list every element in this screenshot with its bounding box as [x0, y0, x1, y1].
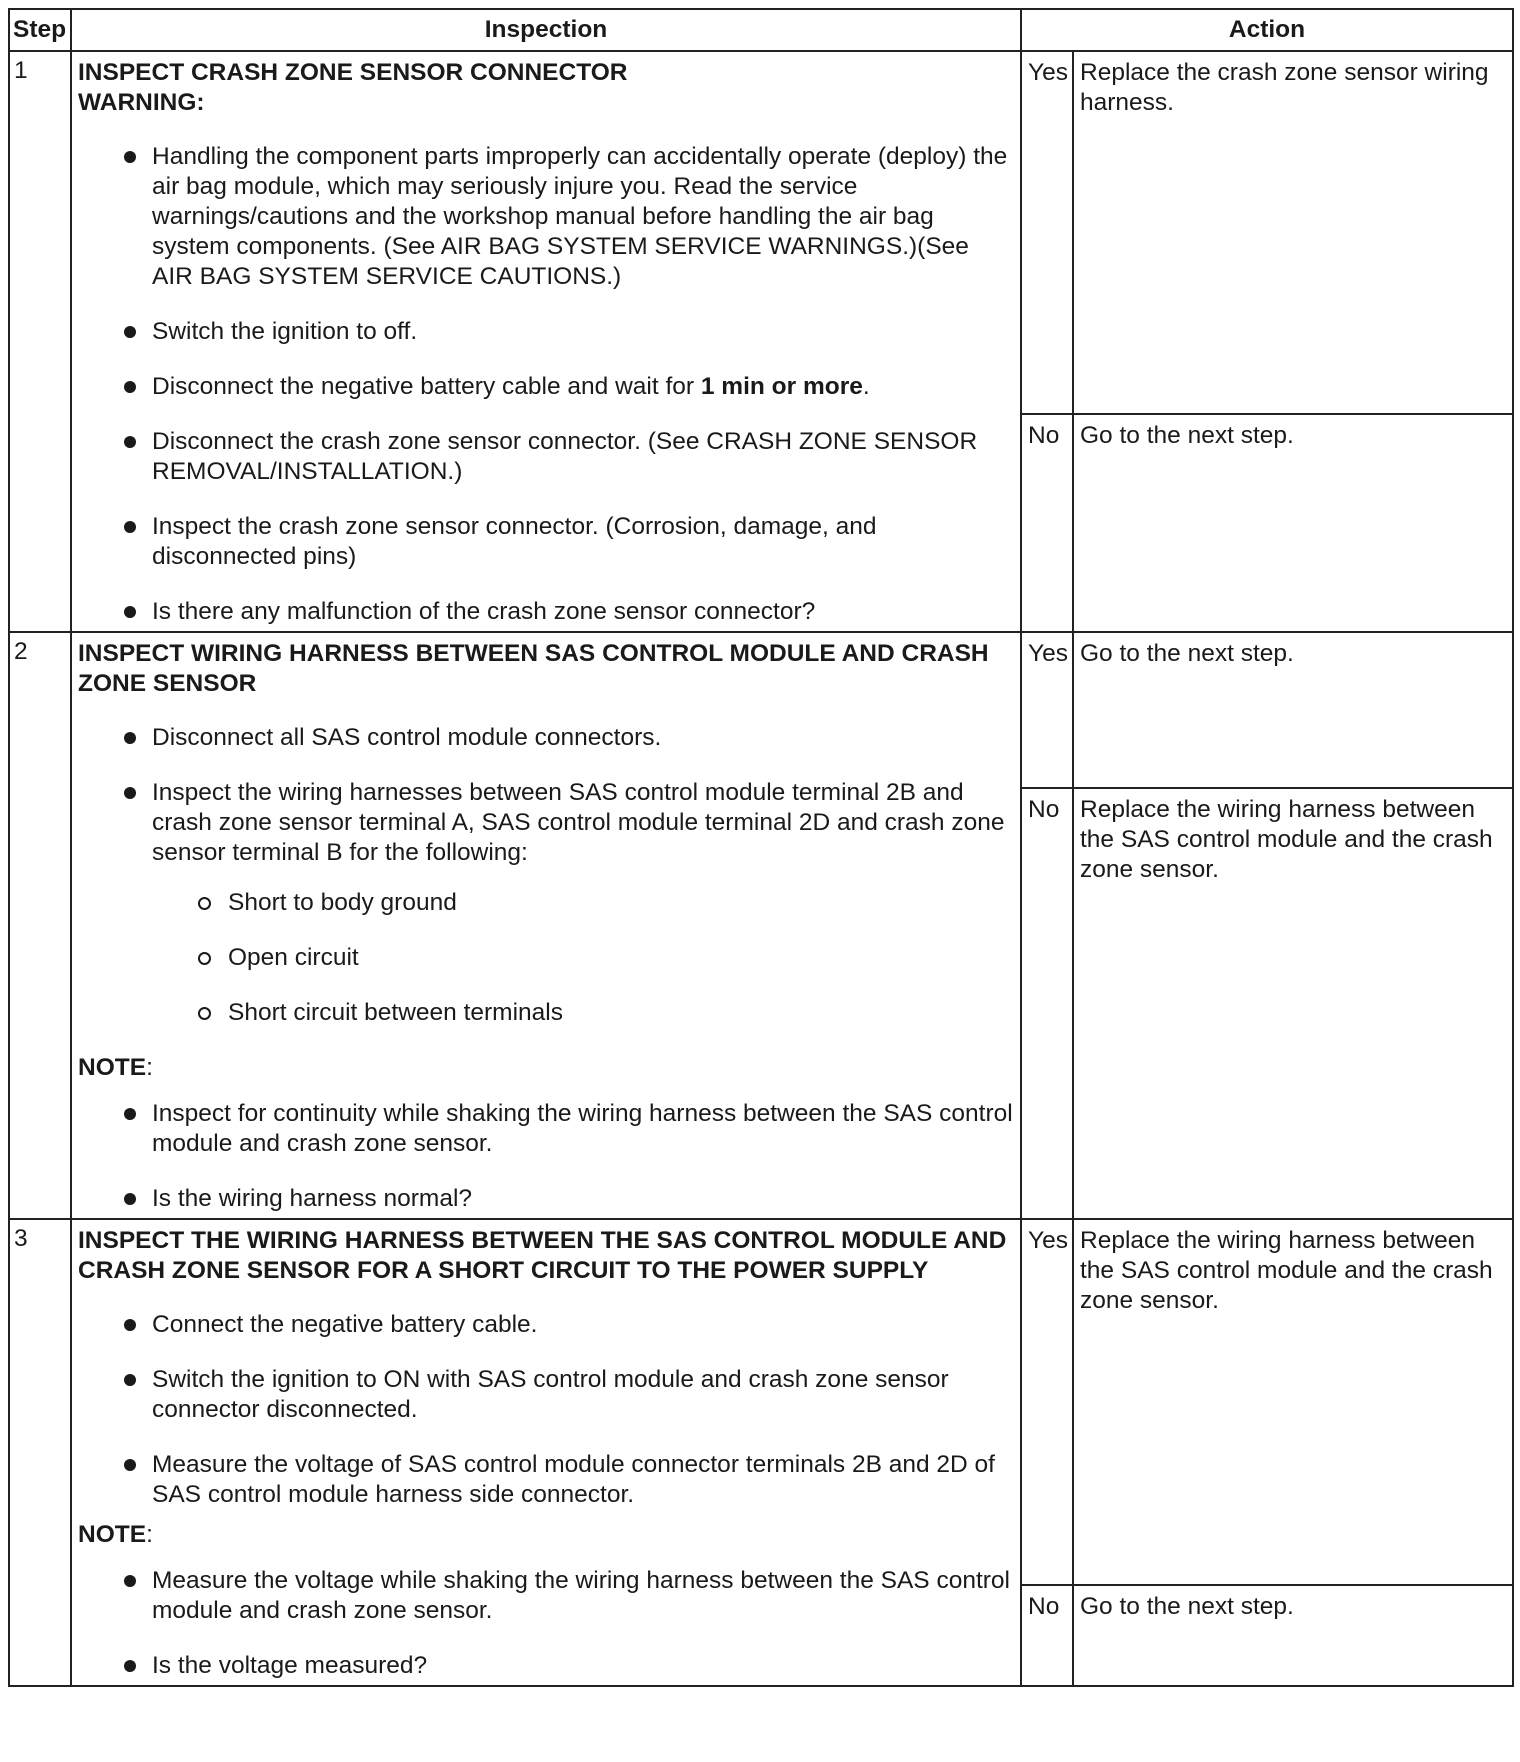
bullet-list	[78, 1310, 1014, 1510]
list-item: Connect the negative battery cable.	[78, 1310, 1014, 1340]
note-label	[78, 1520, 1014, 1550]
yes-label: Yes	[1021, 632, 1073, 788]
no-action: Go to the next step.	[1073, 414, 1513, 632]
note-colon: :	[146, 1054, 153, 1081]
note-bullet-list	[78, 1566, 1014, 1681]
step-3-inspection	[71, 1219, 1021, 1686]
bullet-list	[78, 723, 1014, 1028]
step-2-inspection	[71, 632, 1021, 1219]
no-label: No	[1021, 788, 1073, 1219]
yes-action: Go to the next step.	[1073, 632, 1513, 788]
no-label: No	[1021, 1585, 1073, 1686]
bullet-list	[78, 142, 1014, 627]
note-label-text: NOTE	[78, 1054, 147, 1081]
step-number: 3	[9, 1219, 71, 1686]
yes-label: Yes	[1021, 1219, 1073, 1585]
list-item-text: Inspect the wiring harnesses between SAS control module terminal 2B and crash zone sensor terminal A, SAS control module terminal 2D and crash zone sensor terminal B for the following:	[152, 779, 1005, 866]
note-bullet-list	[78, 1099, 1014, 1214]
step-title: INSPECT CRASH ZONE SENSOR CONNECTOR	[78, 59, 628, 86]
list-item: Measure the voltage while shaking the wiring harness between the SAS control module and crash zone sensor.	[78, 1566, 1014, 1626]
list-item: Switch the ignition to off.	[78, 317, 1014, 347]
list-item	[78, 778, 1014, 1028]
step-title: INSPECT THE WIRING HARNESS BETWEEN THE SAS CONTROL MODULE AND CRASH ZONE SENSOR FOR A SHORT CIRCUIT TO THE POWER SUPPLY	[78, 1227, 1007, 1284]
step-2-row-yes	[9, 632, 1513, 788]
list-item: Disconnect all SAS control module connectors.	[78, 723, 1014, 753]
emphasis-text: 1 min or more	[700, 373, 863, 400]
yes-action: Replace the crash zone sensor wiring harness.	[1073, 51, 1513, 414]
list-item: Is there any malfunction of the crash zone sensor connector?	[78, 597, 1014, 627]
warning-label: WARNING:	[78, 89, 205, 116]
note-label-text: NOTE	[78, 1521, 147, 1548]
list-item-text: Disconnect the negative battery cable and wait for	[152, 373, 695, 400]
list-item: Disconnect the crash zone sensor connector. (See CRASH ZONE SENSOR REMOVAL/INSTALLATION.)	[78, 427, 1014, 487]
list-item-suffix: .	[862, 373, 870, 400]
sub-bullet-list	[78, 888, 1014, 1028]
sub-list-item: Open circuit	[78, 943, 1014, 973]
list-item: Inspect for continuity while shaking the wiring harness between the SAS control module and crash zone sensor.	[78, 1099, 1014, 1159]
list-item: Is the voltage measured?	[78, 1651, 1014, 1681]
list-item: Switch the ignition to ON with SAS control module and crash zone sensor connector disconnected.	[78, 1365, 1014, 1425]
step-1-inspection	[71, 51, 1021, 632]
note-colon: :	[146, 1521, 153, 1548]
step-number: 2	[9, 632, 71, 1219]
header-row	[9, 9, 1513, 51]
list-item: Handling the component parts improperly can accidentally operate (deploy) the air bag module, which may seriously injure you. Read the service warnings/cautions and the workshop manual before handling the air bag system components. (See AIR BAG SYSTEM SERVICE WARNINGS.)(See AIR BAG SYSTEM SERVICE CAUTIONS.)	[78, 142, 1014, 292]
no-label: No	[1021, 414, 1073, 632]
step-3-row-yes	[9, 1219, 1513, 1585]
header-action: Action	[1021, 9, 1513, 51]
note-label	[78, 1053, 1014, 1083]
header-step: Step	[9, 9, 71, 51]
list-item	[78, 372, 1014, 402]
list-item: Measure the voltage of SAS control module connector terminals 2B and 2D of SAS control module harness side connector.	[78, 1450, 1014, 1510]
diagnostic-table	[8, 8, 1514, 1687]
yes-label: Yes	[1021, 51, 1073, 414]
sub-list-item: Short to body ground	[78, 888, 1014, 918]
list-item: Inspect the crash zone sensor connector. (Corrosion, damage, and disconnected pins)	[78, 512, 1014, 572]
step-1-row-yes	[9, 51, 1513, 414]
yes-action: Replace the wiring harness between the SAS control module and the crash zone sensor.	[1073, 1219, 1513, 1585]
no-action: Replace the wiring harness between the SAS control module and the crash zone sensor.	[1073, 788, 1513, 1219]
header-inspection: Inspection	[71, 9, 1021, 51]
no-action: Go to the next step.	[1073, 1585, 1513, 1686]
step-title: INSPECT WIRING HARNESS BETWEEN SAS CONTROL MODULE AND CRASH ZONE SENSOR	[78, 640, 989, 697]
step-number: 1	[9, 51, 71, 632]
sub-list-item: Short circuit between terminals	[78, 998, 1014, 1028]
list-item: Is the wiring harness normal?	[78, 1184, 1014, 1214]
